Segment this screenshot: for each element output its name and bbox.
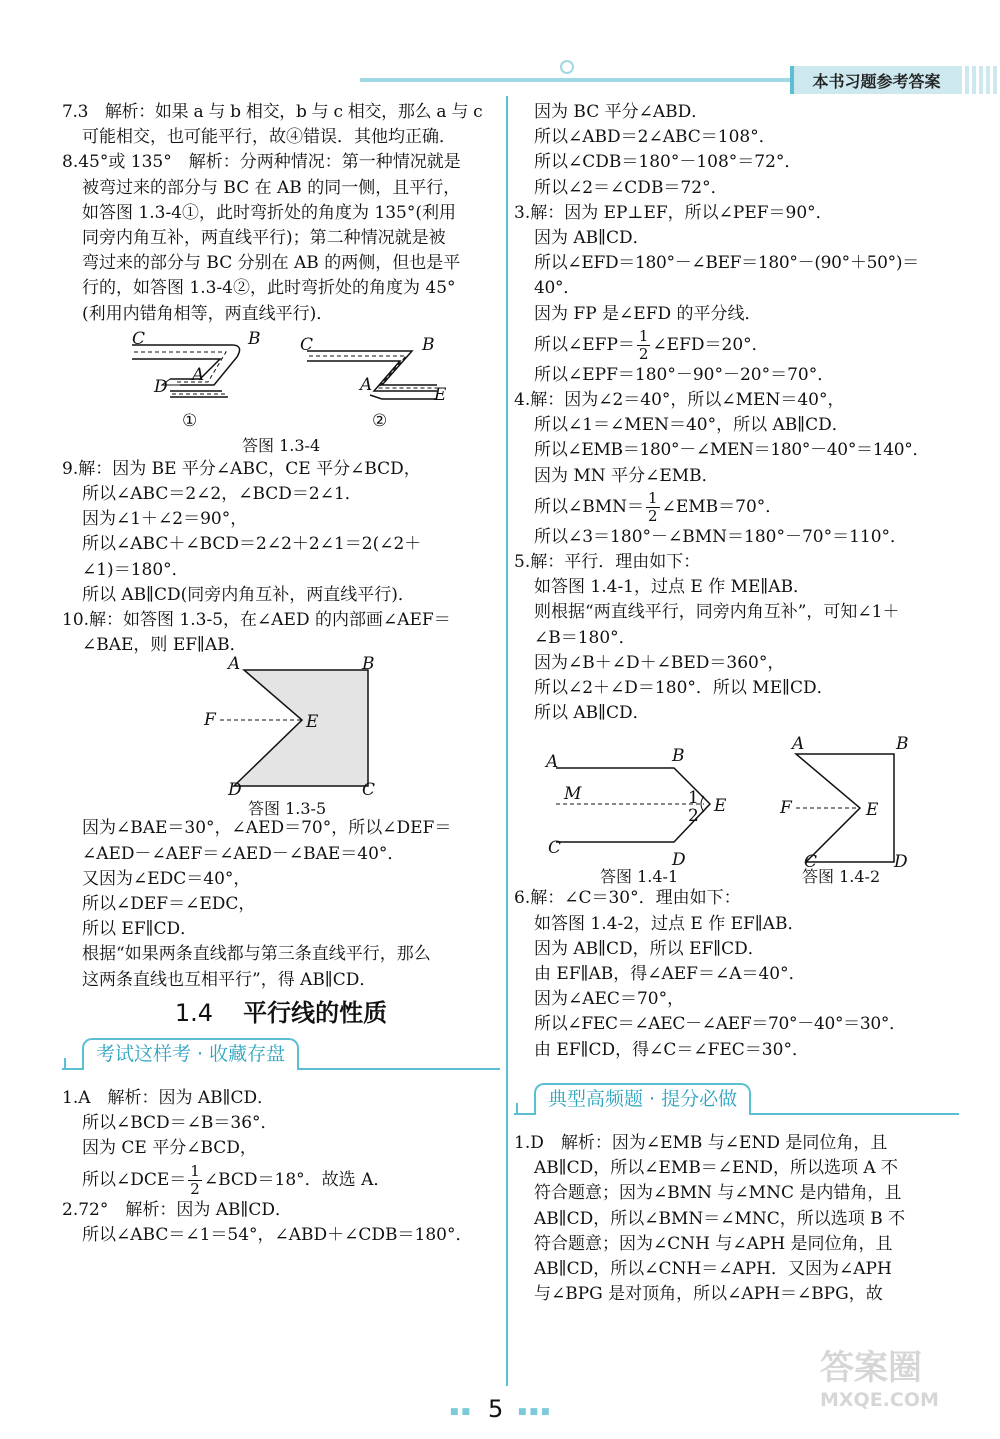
fig141-caption: 答图 1.4-1 [600, 867, 679, 887]
answer-line: 所以∠ABD＝2∠ABC＝108°． [534, 127, 776, 148]
answer-4-line: 4.解：因为∠2＝40°，所以∠MEN＝40°， [514, 390, 845, 411]
fig142-label-C: C [804, 852, 818, 873]
exam-1-line: 1.A 解析：因为 AB∥CD． [62, 1088, 275, 1109]
fig142-label-B: B [896, 734, 909, 755]
fraction-den: 2 [648, 506, 658, 525]
answer-line: 所以∠2＝∠CDB＝72°． [534, 177, 728, 198]
fig134-label-A: A [192, 364, 205, 385]
answer-10-line: ∠AED－∠AEF＝∠AED－∠BAE＝40°． [82, 843, 405, 864]
answer-6-line: 6.解：∠C＝30°．理由如下： [514, 888, 741, 909]
fig142-label-E: E [866, 800, 879, 821]
answer-10-line: 因为∠BAE＝30°，∠AED＝70°，所以∠DEF＝ [82, 818, 452, 839]
answer-5-line: 如答图 1.4-1，过点 E 作 ME∥AB． [534, 577, 811, 598]
fraction [637, 328, 651, 363]
fig135-label-A: A [228, 654, 241, 675]
fig134-caption: 答图 1.3-4 [242, 435, 321, 455]
answer-3-text: 所以∠EFP＝ [534, 334, 635, 355]
fig135-label-F: F [204, 710, 216, 731]
fig141-label-B: B [672, 746, 685, 767]
fig135-label-E: E [306, 712, 319, 733]
answer-4-text: 所以∠BMN＝ [534, 496, 645, 517]
exam-2-line: 2.72° 解析：因为 AB∥CD． [62, 1199, 293, 1220]
fig134-label-B: B [248, 328, 261, 349]
answer-7-line: 7.3 解析：如果 a 与 b 相交，b 与 c 相交，那么 a 与 c [62, 102, 483, 122]
answer-8-line: 同旁内角互补，两直线平行)；第二种情况就是被 [82, 228, 446, 249]
answer-5-line: 则根据“两直线平行，同旁内角互补”，可知∠1＋ [534, 602, 900, 623]
section-title [62, 998, 500, 1027]
answer-6-line: 因为 AB∥CD，所以 EF∥CD． [534, 938, 765, 959]
watermark-url: MXQE.COM [820, 1389, 939, 1411]
answer-4-text: ∠EMB＝70°． [661, 496, 783, 517]
answer-9-line: 所以 AB∥CD(同旁内角互补，两直线平行)． [82, 584, 415, 605]
answer-4-line: 所以∠3＝180°－∠BMN＝180°－70°＝110°． [534, 526, 908, 547]
footer-dots-right: ■■■ [518, 1407, 553, 1417]
frequent-1-line: 符合题意；因为∠BMN 与∠MNC 是内错角，且 [534, 1183, 902, 1204]
fig134-label-C2: C [300, 334, 314, 355]
fig141-label-1: 1 [688, 788, 699, 809]
frequent-1-line: AB∥CD，所以∠EMB＝∠END，所以选项 A 不 [534, 1158, 899, 1179]
banner-frequent-label: 典型高频题 · 提分必做 [534, 1083, 751, 1115]
answer-8-line: (利用内错角相等，两直线平行)． [82, 303, 334, 324]
answer-9-line: 所以∠ABC＝2∠2，∠BCD＝2∠1． [82, 484, 362, 505]
section-number: 1.4 [174, 998, 214, 1027]
answer-8-line: 被弯过来的部分与 BC 在 AB 的同一侧，且平行， [82, 177, 461, 198]
frequent-1-line: AB∥CD，所以∠BMN＝∠MNC，所以选项 B 不 [534, 1208, 906, 1229]
figure-1-3-5-drawing [62, 658, 500, 816]
frequent-1-line: 1.D 解析：因为∠EMB 与∠END 是同位角，且 [514, 1132, 888, 1153]
answer-3-line: 因为 FP 是∠EFD 的平分线． [534, 303, 762, 324]
fraction [646, 490, 660, 525]
frequent-1-line: AB∥CD，所以∠CNH＝∠APH．又因为∠APH [534, 1258, 892, 1279]
banner-frequent [514, 1081, 959, 1121]
fig135-label-C: C [362, 780, 376, 801]
answer-10-line: 10.解：如答图 1.3-5，在∠AED 的内部画∠AEF＝ [62, 610, 451, 631]
answer-4-line [514, 489, 959, 525]
answer-6-line: 因为∠AEC＝70°， [534, 989, 685, 1010]
fig142-label-A: A [792, 734, 805, 755]
answer-6-line: 如答图 1.4-2，过点 E 作 EF∥AB． [534, 913, 805, 934]
answer-8-line: 行的，如答图 1.3-4②，此时弯折处的角度为 45° [82, 278, 456, 299]
answer-3-line: 因为 AB∥CD． [534, 228, 650, 249]
answer-3-text: ∠EFD＝20°． [652, 334, 769, 355]
fig134-label-E2: E [434, 384, 447, 405]
answer-6-line: 所以∠FEC＝∠AEC－∠AEF＝70°－40°＝30°． [534, 1014, 906, 1035]
exam-1-text: 所以∠DCE＝ [82, 1169, 187, 1190]
fig141-label-2: 2 [688, 806, 699, 827]
fig141-label-C: C [548, 838, 562, 859]
column-divider [506, 96, 508, 1386]
answer-9-line: 9.解：因为 BE 平分∠ABC，CE 平分∠BCD， [62, 458, 421, 479]
fraction-num: 1 [190, 1161, 200, 1180]
answer-10-line: 根据“如果两条直线都与第三条直线平行，那么 [82, 944, 431, 965]
answer-8-line: 8.45°或 135° 解析：分两种情况：第一种情况就是 [62, 152, 461, 173]
figure-1-3-5 [62, 654, 500, 819]
answer-6-line: 由 EF∥AB，得∠AEF＝∠A＝40°． [534, 964, 806, 985]
answer-line: 所以∠CDB＝180°－108°＝72°． [534, 152, 802, 173]
fig134-label-A2: A [360, 374, 373, 395]
frequent-1-line: 与∠BPG 是对顶角，所以∠APH＝∠BPG，故 [534, 1284, 883, 1305]
fraction-num: 1 [638, 326, 649, 345]
fig134-label-B2: B [422, 334, 435, 355]
fig135-caption: 答图 1.3-5 [248, 799, 327, 819]
header-title: 本书习题参考答案 [790, 66, 959, 94]
fraction [188, 1163, 202, 1198]
fig142-caption: 答图 1.4-2 [802, 867, 881, 887]
header-ornament [560, 60, 574, 74]
answer-4-line: 所以∠EMB＝180°－∠MEN＝180°－40°＝140°． [534, 440, 930, 461]
answer-5-line: ∠B＝180°． [534, 627, 636, 648]
fig141-label-A: A [546, 752, 559, 773]
fraction-num: 1 [648, 488, 658, 507]
answer-5-line: 所以∠2＋∠D＝180°．所以 ME∥CD． [534, 678, 834, 699]
section-name: 平行线的性质 [243, 998, 388, 1027]
fig135-label-D: D [228, 780, 242, 801]
exam-1-line [62, 1162, 500, 1198]
page-number: 5 [488, 1395, 504, 1423]
answer-9-line: 所以∠ABC＋∠BCD＝2∠2＋2∠1＝2(∠2＋ [82, 534, 422, 555]
fig134-label-C: C [132, 328, 146, 349]
fig134-mark-2: ② [372, 410, 388, 431]
answer-6-line: 由 EF∥CD，得∠C＝∠FEC＝30°． [534, 1039, 809, 1060]
figures-1-4 [514, 726, 959, 886]
watermark [820, 1340, 995, 1430]
answer-3-line: 3.解：因为 EP⊥EF，所以∠PEF＝90°． [514, 202, 833, 223]
answer-9-line: ∠1)＝180°． [82, 559, 189, 580]
answer-10-line: ∠BAE，则 EF∥AB． [82, 635, 247, 656]
header-stripes [958, 66, 1000, 94]
fig141-label-E: E [714, 796, 727, 817]
fig141-label-D: D [672, 850, 686, 871]
answer-4-line: 所以∠1＝∠MEN＝40°，所以 AB∥CD． [534, 415, 849, 436]
left-column [62, 100, 500, 1248]
exam-2-line: 所以∠ABC＝∠1＝54°，∠ABD＋∠CDB＝180°． [82, 1224, 473, 1245]
fig134-mark-1: ① [182, 410, 198, 431]
answer-3-line: 所以∠EPF＝180°－90°－20°＝70°． [534, 364, 835, 385]
exam-1-line: 所以∠BCD＝∠B＝36°． [82, 1113, 278, 1134]
banner-exam [62, 1036, 500, 1076]
answer-3-line: 所以∠EFD＝180°－∠BEF＝180°－(90°＋50°)＝40°． [534, 253, 919, 299]
answer-10-line: 这两条直线也互相平行”，得 AB∥CD． [82, 969, 377, 990]
answer-4-line: 因为 MN 平分∠EMB． [534, 465, 719, 486]
answer-10-line: 所以 EF∥CD． [82, 919, 198, 940]
answer-10-line: 又因为∠EDC＝40°， [82, 868, 251, 889]
fraction-den: 2 [638, 344, 649, 363]
exam-1-line: 因为 CE 平分∠BCD， [82, 1138, 257, 1159]
fraction-den: 2 [190, 1179, 200, 1198]
answer-5-line: 所以 AB∥CD． [534, 703, 650, 724]
fig135-label-B: B [362, 654, 375, 675]
figure-1-3-4 [62, 327, 500, 457]
exam-1-text: ∠BCD＝18°．故选 A． [203, 1169, 391, 1190]
fig142-label-D: D [894, 852, 908, 873]
answer-line: 因为 BC 平分∠ABD． [534, 102, 709, 122]
right-column [514, 100, 959, 1307]
fig142-label-F: F [780, 798, 792, 819]
fig134-label-D: D [154, 376, 168, 397]
watermark-logo-text: 答案圈 [820, 1348, 922, 1388]
answer-5-line: 5.解：平行．理由如下： [514, 552, 701, 573]
answer-10-line: 所以∠DEF＝∠EDC， [82, 894, 256, 915]
footer-dots-left: ■■ [450, 1407, 474, 1417]
answer-9-line: 因为∠1＋∠2＝90°， [82, 509, 248, 530]
answer-7-line: 可能相交，也可能平行，故④错误．其他均正确． [82, 127, 456, 148]
answer-8-line: 如答图 1.3-4①，此时弯折处的角度为 135°(利用 [82, 202, 456, 223]
fig141-label-M: M [564, 784, 582, 805]
answer-3-line [514, 327, 959, 363]
banner-exam-label: 考试这样考 · 收藏存盘 [82, 1038, 299, 1070]
frequent-1-line: 符合题意；因为∠CNH 与∠APH 是同位角，且 [534, 1233, 893, 1254]
answer-5-line: 因为∠B＋∠D＋∠BED＝360°， [534, 652, 785, 673]
answer-8-line: 弯过来的部分与 BC 分别在 AB 的两侧，但也是平 [82, 253, 461, 274]
